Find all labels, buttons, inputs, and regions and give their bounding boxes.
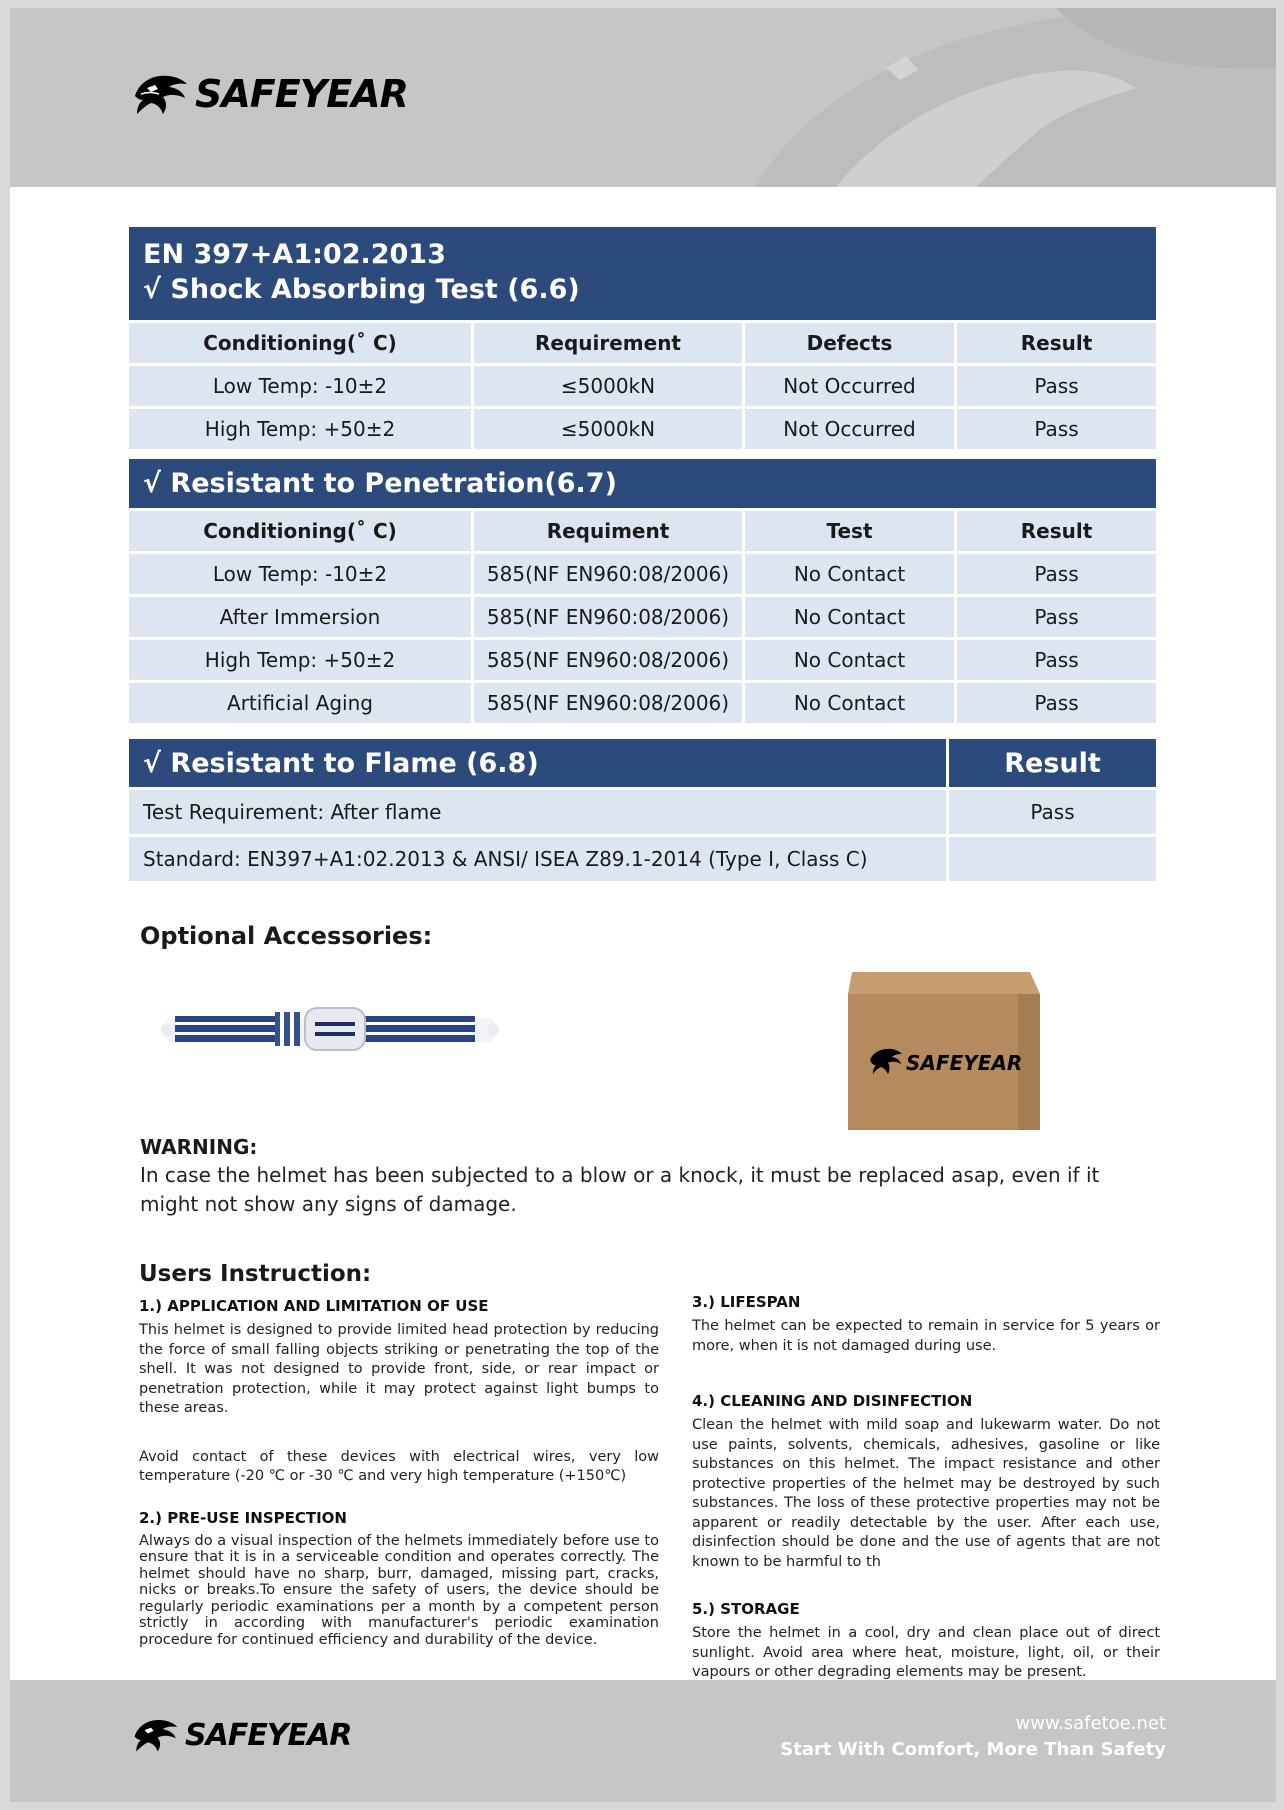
shock-absorbing-section (129, 227, 1156, 449)
panther-logo-icon (133, 70, 189, 118)
table-cell: Low Temp: -10±2 (129, 554, 471, 594)
website-link[interactable]: www.safetoe.net (1015, 1713, 1166, 1734)
table-cell: ≤5000kN (474, 366, 742, 406)
brand-wordmark: SAFEYEAR (195, 72, 408, 116)
footer-logo (133, 1715, 351, 1755)
table-cell: No Contact (745, 683, 954, 723)
column-header: Test (745, 511, 954, 551)
column-header: Requiment (474, 511, 742, 551)
section-heading: 4.) CLEANING AND DISINFECTION (692, 1392, 973, 1410)
brand-logo (133, 70, 408, 118)
penetration-section (129, 459, 1156, 723)
section-heading: 5.) STORAGE (692, 1600, 800, 1618)
column-header: Conditioning(˚ C) (129, 323, 471, 363)
slogan: Start With Comfort, More Than Safety (780, 1739, 1166, 1760)
carton-box-image (840, 954, 1050, 1136)
section-text: Always do a visual inspection of the helmets immediately before use to ensure that it is in a serviceable condition and operates correctly. The helmet should have no sharp, burr, damaged, missing part, cracks, nicks or breaks.To ensure the safety of users, the device should be regularly periodic examinations per a month by a competent person strictly in according with manufacturer's periodic examination procedure for continued efficiency and durability of the device. (139, 1532, 659, 1648)
table-cell: No Contact (745, 554, 954, 594)
accessories-title: Optional Accessories: (140, 922, 433, 950)
header-band (10, 8, 1276, 187)
penetration-title-bar (129, 459, 1156, 511)
table-cell: High Temp: +50±2 (129, 640, 471, 680)
instructions-title: Users Instruction: (139, 1261, 372, 1287)
table-cell: Pass (957, 554, 1156, 594)
table-cell: Low Temp: -10±2 (129, 366, 471, 406)
table-cell: Test Requirement: After flame (129, 790, 946, 834)
warning-text: In case the helmet has been subjected to a blow or a knock, it must be replaced asap, even if it might not show any signs of damage. (140, 1163, 1100, 1216)
penetration-table (129, 511, 1156, 723)
table-cell: ≤5000kN (474, 409, 742, 449)
shock-title: √ Shock Absorbing Test (6.6) (143, 274, 580, 305)
table-cell: Not Occurred (745, 409, 954, 449)
table-cell: Not Occurred (745, 366, 954, 406)
column-header: Requirement (474, 323, 742, 363)
table-cell: 585(NF EN960:08/2006) (474, 640, 742, 680)
section-heading: 2.) PRE-USE INSPECTION (139, 1508, 347, 1527)
column-header: Conditioning(˚ C) (129, 511, 471, 551)
table-cell: Pass (957, 366, 1156, 406)
table-cell: Pass (957, 640, 1156, 680)
table-cell: Pass (957, 683, 1156, 723)
table-cell: 585(NF EN960:08/2006) (474, 683, 742, 723)
panther-watermark-icon (636, 8, 1276, 187)
table-cell: High Temp: +50±2 (129, 409, 471, 449)
penetration-title: √ Resistant to Penetration(6.7) (143, 468, 617, 499)
section-text: The helmet can be expected to remain in service for 5 years or more, when it is not damaged during use. (692, 1318, 1160, 1354)
flame-section (129, 739, 1156, 881)
table-cell: Pass (957, 597, 1156, 637)
table-cell (949, 837, 1156, 881)
table-cell: 585(NF EN960:08/2006) (474, 554, 742, 594)
shock-table (129, 323, 1156, 449)
column-header: Defects (745, 323, 954, 363)
instructions-left-column (139, 1297, 659, 1648)
table-cell: 585(NF EN960:08/2006) (474, 597, 742, 637)
table-cell: Standard: EN397+A1:02.2013 & ANSI/ ISEA Z89.1-2014 (Type I, Class C) (129, 837, 946, 881)
column-header: Result (949, 739, 1156, 787)
instructions-right-column (692, 1293, 1160, 1683)
column-header: Result (957, 511, 1156, 551)
brand-wordmark: SAFEYEAR (185, 1717, 352, 1753)
table-cell: Pass (957, 409, 1156, 449)
flame-table (129, 739, 1156, 881)
warning-title: WARNING: (140, 1135, 258, 1159)
table-cell: Artificial Aging (129, 683, 471, 723)
column-header: Result (957, 323, 1156, 363)
table-cell: No Contact (745, 597, 954, 637)
shock-title-bar (129, 227, 1156, 323)
flame-title: √ Resistant to Flame (6.8) (129, 739, 946, 787)
standard-title: EN 397+A1:02.2013 (143, 239, 446, 270)
table-cell: Pass (949, 790, 1156, 834)
section-text: This helmet is designed to provide limited head protection by reducing the force of small falling objects striking or penetrating the top of the shell. It was not designed to provide front, side, or rear impact or penetration protection, while it may protect against light bumps to these areas. (139, 1322, 659, 1416)
section-heading: 3.) LIFESPAN (692, 1293, 801, 1311)
datasheet-page (10, 8, 1276, 1802)
svg-text:SAFEYEAR: SAFEYEAR (906, 1051, 1023, 1075)
panther-logo-icon (133, 1715, 179, 1755)
section-text: Avoid contact of these devices with electrical wires, very low temperature (-20 ℃ or -30 ℃ and very high temperature (+150℃) (139, 1448, 659, 1484)
chin-strap-image (155, 998, 505, 1058)
table-cell: No Contact (745, 640, 954, 680)
section-heading: 1.) APPLICATION AND LIMITATION OF USE (139, 1297, 489, 1315)
footer-band (10, 1680, 1276, 1802)
section-text: Clean the helmet with mild soap and lukewarm water. Do not use paints, solvents, chemicals, adhesives, gasoline or like substances on this helmet. The impact resistance and other protective properties of the helmet may be destroyed by such substances. The loss of these protective properties may not be apparent or readily detectable by the user. After each use, disinfection should be done and the use of agents that are not known to be harmful to th (692, 1417, 1160, 1570)
section-text: Store the helmet in a cool, dry and clean place out of direct sunlight. Avoid area where heat, moisture, light, oil, or their vapours or other degrading elements may be present. (692, 1625, 1160, 1680)
table-cell: After Immersion (129, 597, 471, 637)
